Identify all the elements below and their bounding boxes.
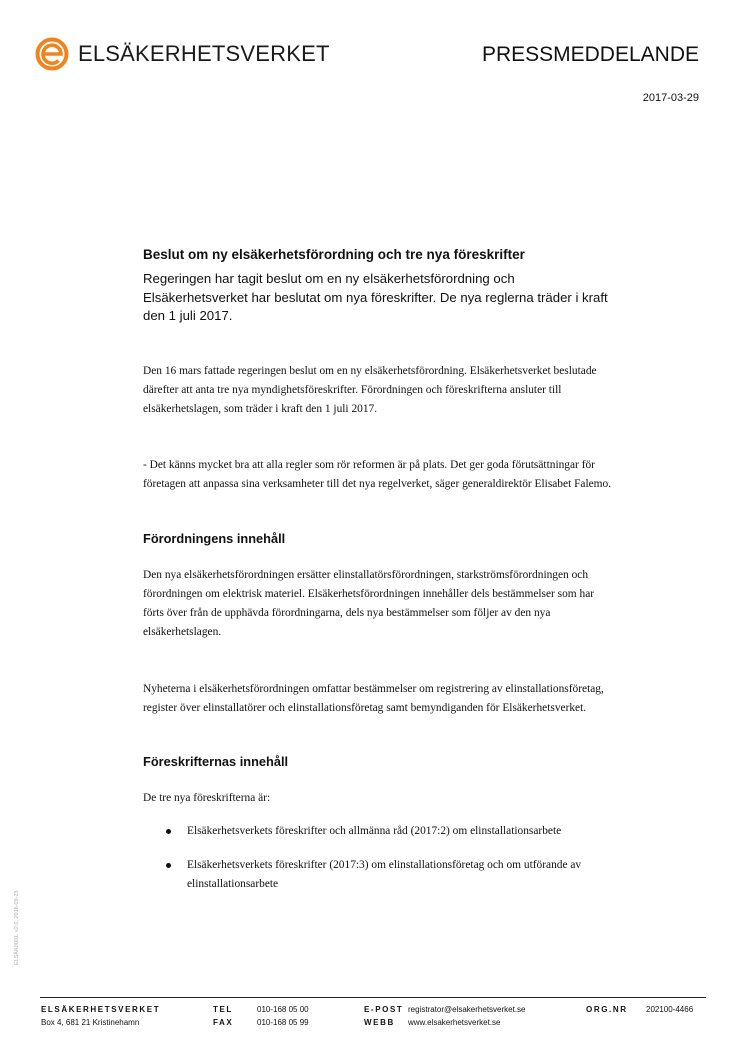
bullet-icon [166,863,171,868]
footer-email-label: E-POST [364,1005,404,1014]
quote-paragraph: - Det känns mycket bra att alla regler som rör reformen är på plats. Det ger goda förutsättningar för företagen att anpassa sina verksamheter till det nya regelverket, säger generaldirektör Elisabet Falemo. [143,459,612,490]
list-item [143,856,613,894]
body-paragraph: Den 16 mars fattade regeringen beslut om en ny elsäkerhetsförordning. Elsäkerhetsverket beslutade därefter att anta tre nya myndighetsföreskrifter. Förordningen och föreskrifterna ansluter till elsäkerhetslagen, som träder i kraft den 1 juli 2017. [143,365,597,415]
regulation-list [143,822,613,894]
list-item-text: Elsäkerhetsverkets föreskrifter och allmänna råd (2017:2) om elinstallationsarbete [187,825,562,837]
lead-paragraph: Regeringen har tagit beslut om en ny elsäkerhetsförordning och Elsäkerhetsverket har beslutat om nya föreskrifter. De nya reglerna träder i kraft den 1 juli 2017. [143,271,608,323]
footer-tel: 010-168 05 00 [257,1005,309,1014]
footer-address: Box 4, 681 21 Kristinehamn [41,1018,140,1027]
body-paragraph: Den nya elsäkerhetsförordningen ersätter elinstallatörsförordningen, starkströmsförordningen och förordningen om elektrisk materiel. Elsäkerhetsförordningen innehåller dels bestämmelser som har förts över från de upphävda förordningarna, dels nya bestämmelser som följer av den nya elsäkerhetslagen. [143,569,595,638]
bullet-icon [166,829,171,834]
elsakerhetsverket-logo-icon [34,36,70,72]
list-intro: De tre nya föreskrifterna är: [143,792,271,804]
footer-orgnr-label: ORG.NR [586,1005,628,1014]
footer-orgnr: 202100-4466 [646,1005,694,1014]
brand-name: ELSÄKERHETSVERKET [78,41,330,66]
headline: Beslut om ny elsäkerhetsförordning och tre nya föreskrifter [143,247,525,262]
section-heading-foreskrifter: Föreskrifternas innehåll [143,754,289,769]
list-item-text: Elsäkerhetsverkets föreskrifter (2017:3) om elinstallationsföretag och om utförande av elinstallationsarbete [187,859,582,890]
footer-tel-label: TEL [213,1005,233,1014]
footer-fax-label: FAX [213,1018,234,1027]
form-code: ELSÄK0001, v2.0, 2016-09-23 [14,890,20,965]
footer-web-label: WEBB [364,1018,395,1027]
footer-divider [40,997,706,998]
document-type: PRESSMEDDELANDE [481,43,699,66]
body-paragraph: Nyheterna i elsäkerhetsförordningen omfattar bestämmelser om registrering av elinstallationsföretag, register över elinstallatörer och elinstallationsföretag samt bemyndiganden för Elsäkerhetsverket. [143,683,604,714]
section-heading-forordning: Förordningens innehåll [143,531,286,546]
brand-logo [34,36,330,72]
document-date: 2017-03-29 [642,92,699,104]
list-item [143,822,613,841]
footer-email[interactable]: registrator@elsakerhetsverket.se [408,1005,526,1014]
footer-org-name: ELSÄKERHETSVERKET [41,1005,161,1014]
footer-web[interactable]: www.elsakerhetsverket.se [408,1018,501,1027]
footer-fax: 010-168 05 99 [257,1018,309,1027]
